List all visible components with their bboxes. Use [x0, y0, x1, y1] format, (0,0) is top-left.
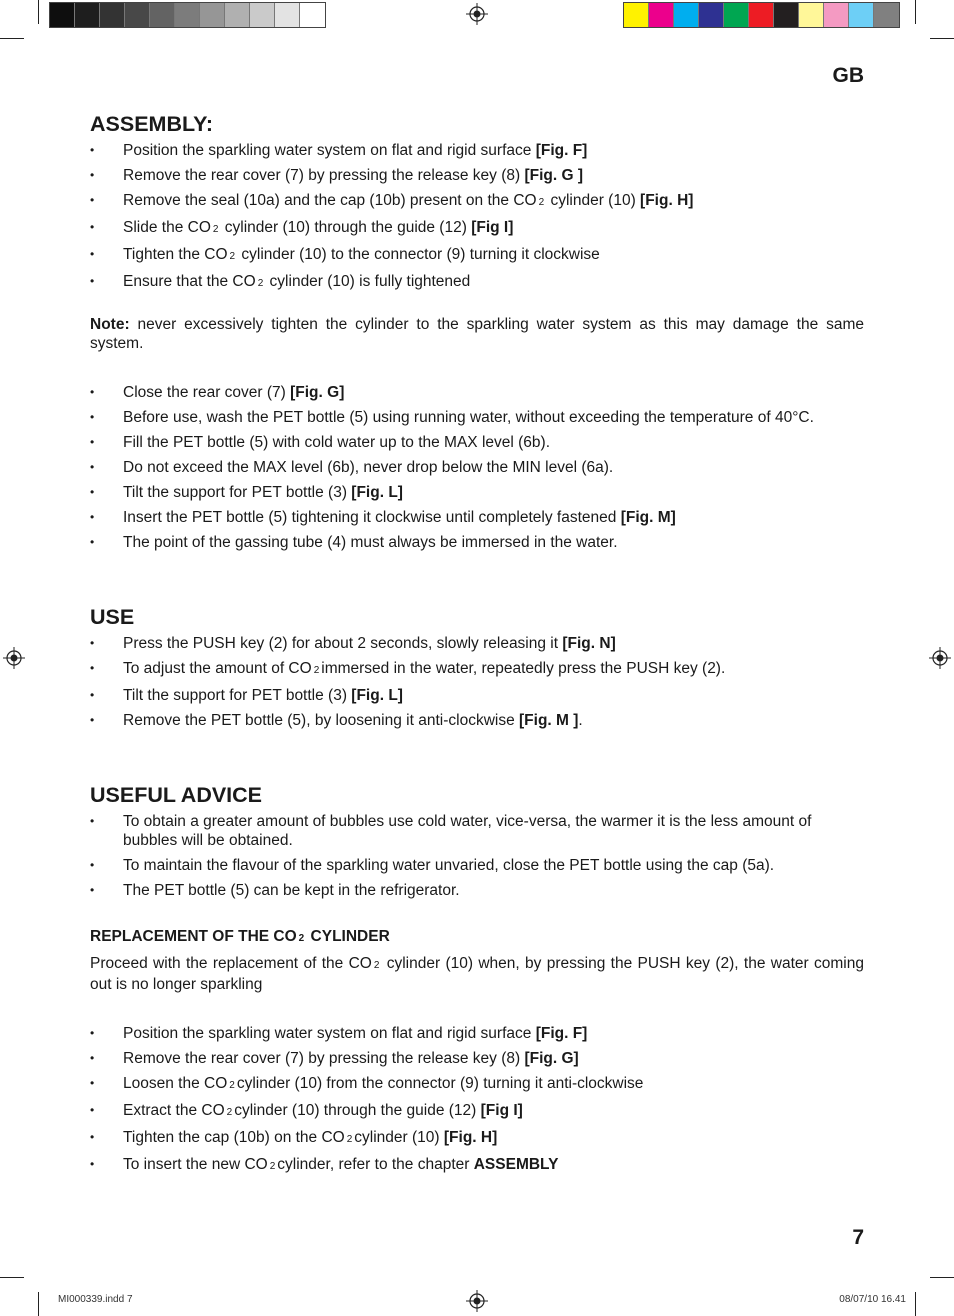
list-item-text: cylinder (10) from the connector (9) turning it anti-clockwise: [236, 1075, 644, 1092]
figure-reference: [Fig. F]: [535, 142, 588, 159]
slug-date: 08/07/10 16.41: [839, 1294, 906, 1305]
list-item: [90, 659, 864, 680]
crop-mark-top-right-v: [915, 0, 916, 24]
list-item-text: Press the PUSH key (2) for about 2 seconds, slowly releasing it: [123, 635, 563, 652]
registration-mark-icon: [3, 647, 25, 669]
figure-reference: [Fig. H]: [443, 1129, 498, 1146]
color-swatch: [50, 3, 75, 27]
assembly-list: [90, 141, 864, 293]
list-item-text: Slide the CO: [123, 219, 211, 236]
list-item: [90, 245, 864, 266]
figure-reference: [Fig. F]: [535, 1025, 588, 1042]
color-swatch: [849, 3, 874, 27]
list-item: [90, 141, 864, 160]
list-item-text: Remove the rear cover (7) by pressing the release key (8): [123, 1050, 525, 1067]
figure-reference: [Fig. G]: [524, 1050, 579, 1067]
subscript: 2: [346, 1134, 353, 1145]
color-swatch: [200, 3, 225, 27]
use-list: [90, 634, 864, 730]
list-item: [90, 1128, 864, 1149]
list-item-text: Position the sparkling water system on flat and rigid surface: [123, 1025, 536, 1042]
list-item-text: To adjust the amount of CO: [123, 660, 312, 677]
color-swatch: [150, 3, 175, 27]
color-swatch: [250, 3, 275, 27]
color-swatch: [225, 3, 250, 27]
color-swatch: [699, 3, 724, 27]
list-item: [90, 856, 864, 875]
list-item-text: Ensure that the CO: [123, 273, 256, 290]
figure-reference: [Fig. N]: [562, 635, 616, 652]
list-item: [90, 483, 864, 502]
replacement-heading-a: REPLACEMENT OF THE CO: [90, 928, 297, 945]
crop-mark-bottom-right-v: [915, 1292, 916, 1316]
registration-mark-icon: [929, 647, 951, 669]
list-item: [90, 433, 864, 452]
list-item-text: Tilt the support for PET bottle (3): [123, 687, 352, 704]
figure-reference: [Fig. H]: [640, 192, 694, 209]
list-item: [90, 218, 864, 239]
registration-mark-icon: [466, 1290, 488, 1312]
subscript: 2: [313, 665, 320, 676]
replacement-intro-b: cylinder (10) when, by pressing the PUSH key (2), the water coming out is no longer sparkling: [90, 955, 864, 993]
subscript: 2: [229, 251, 236, 262]
list-item: [90, 1074, 864, 1095]
list-item-text: cylinder (10) to the connector (9) turning it clockwise: [237, 246, 600, 263]
list-item-text: Tighten the CO: [123, 246, 228, 263]
color-swatch: [75, 3, 100, 27]
list-item: [90, 812, 864, 850]
crop-mark-bottom-right-h: [930, 1277, 954, 1278]
list-item-text: Position the sparkling water system on flat and rigid surface: [123, 142, 536, 159]
note-text: never excessively tighten the cylinder to the sparkling water system as this may damage the same system.: [90, 316, 864, 352]
figure-reference: [Fig. M ]: [519, 712, 579, 729]
figure-reference: [Fig. L]: [351, 484, 403, 501]
figure-reference: [Fig. M]: [620, 509, 676, 526]
list-item-text: To insert the new CO: [123, 1156, 268, 1173]
list-item-text: Do not exceed the MAX level (6b), never drop below the MIN level (6a).: [123, 459, 614, 476]
assembly-list-continued: [90, 383, 864, 552]
assembly-note: [90, 315, 864, 353]
advice-heading: USEFUL ADVICE: [90, 783, 263, 807]
crop-mark-bottom-left-v: [38, 1292, 39, 1316]
list-item: [90, 458, 864, 477]
list-item-text: cylinder, refer to the chapter: [277, 1156, 474, 1173]
color-swatch: [749, 3, 774, 27]
replacement-heading-b: CYLINDER: [306, 928, 390, 945]
crop-mark-top-left-v: [38, 0, 39, 24]
color-swatch: [125, 3, 150, 27]
subscript: 2: [373, 960, 380, 971]
list-item: [90, 1024, 864, 1043]
list-item-text: Fill the PET bottle (5) with cold water up to the MAX level (6b).: [123, 434, 551, 451]
page-number: 7: [852, 1226, 864, 1249]
replacement-heading: [90, 927, 864, 948]
grayscale-color-bar: [49, 2, 326, 28]
subscript: 2: [538, 197, 545, 208]
list-item: [90, 408, 864, 427]
list-item-text: Tighten the cap (10b) on the CO: [123, 1129, 345, 1146]
list-item: [90, 1049, 864, 1068]
list-item-text: Extract the CO: [123, 1102, 225, 1119]
color-swatch: [724, 3, 749, 27]
list-item-text: cylinder (10): [354, 1129, 444, 1146]
crop-mark-top-right-h: [930, 38, 954, 39]
list-item: [90, 508, 864, 527]
list-item-text: Remove the rear cover (7) by pressing the release key (8): [123, 167, 525, 184]
advice-list: [90, 812, 864, 900]
color-swatch: [649, 3, 674, 27]
figure-reference: ASSEMBLY: [473, 1156, 559, 1173]
replacement-intro-a: Proceed with the replacement of the CO: [90, 955, 372, 972]
page-content: [90, 111, 864, 1182]
list-item-text: cylinder (10) is fully tightened: [265, 273, 471, 290]
list-item-text: immersed in the water, repeatedly press the PUSH key (2).: [321, 660, 726, 677]
list-item-text: Remove the PET bottle (5), by loosening it anti-clockwise: [123, 712, 520, 729]
list-item: [90, 634, 864, 653]
subscript: 2: [229, 1080, 235, 1091]
list-item-text: The PET bottle (5) can be kept in the refrigerator.: [123, 882, 460, 899]
list-item: [90, 383, 864, 402]
list-item: [90, 881, 864, 900]
list-item: [90, 272, 864, 293]
crop-mark-bottom-left-h: [0, 1277, 24, 1278]
color-swatch: [175, 3, 200, 27]
replacement-list: [90, 1024, 864, 1176]
registration-mark-icon: [466, 3, 488, 25]
color-swatch: [275, 3, 300, 27]
color-swatch: [674, 3, 699, 27]
list-item-text: cylinder (10) through the guide (12): [234, 1102, 481, 1119]
language-code: GB: [832, 64, 864, 87]
use-heading: USE: [90, 605, 135, 629]
color-swatch: [624, 3, 649, 27]
list-item-text: Before use, wash the PET bottle (5) using running water, without exceeding the temperature of 40°C.: [123, 409, 814, 426]
subscript: 2: [257, 278, 264, 289]
list-item-text: Remove the seal (10a) and the cap (10b) present on the CO: [123, 192, 537, 209]
figure-reference: [Fig. G]: [290, 384, 345, 401]
slug-file: MI000339.indd 7: [58, 1294, 133, 1305]
list-item-text: The point of the gassing tube (4) must always be immersed in the water.: [123, 534, 618, 551]
figure-reference: [Fig I]: [471, 219, 514, 236]
subscript: 2: [226, 1107, 233, 1118]
color-swatch: [824, 3, 849, 27]
subscript: 2: [298, 933, 305, 944]
list-item-text: cylinder (10): [546, 192, 641, 209]
replacement-intro: [90, 954, 864, 994]
assembly-heading: ASSEMBLY:: [90, 112, 214, 136]
list-item: [90, 686, 864, 705]
color-swatch: [874, 3, 899, 27]
list-item-text: To maintain the flavour of the sparkling water unvaried, close the PET bottle using the cap (5a).: [123, 857, 775, 874]
list-item-text: cylinder (10) through the guide (12): [220, 219, 472, 236]
list-item-text: .: [578, 712, 583, 729]
list-item-text: Tilt the support for PET bottle (3): [123, 484, 352, 501]
cmyk-color-bar: [623, 2, 900, 28]
figure-reference: [Fig I]: [480, 1102, 523, 1119]
color-swatch: [799, 3, 824, 27]
color-swatch: [300, 3, 325, 27]
list-item-text: To obtain a greater amount of bubbles use cold water, vice-versa, the warmer it is the less amount of bubbles will be obtained.: [123, 813, 812, 849]
list-item-text: Close the rear cover (7): [123, 384, 291, 401]
note-label: Note:: [90, 316, 130, 333]
subscript: 2: [269, 1161, 276, 1172]
list-item: [90, 711, 864, 730]
list-item: [90, 1101, 864, 1122]
list-item-text: Insert the PET bottle (5) tightening it clockwise until completely fastened: [123, 509, 621, 526]
list-item-text: Loosen the CO: [123, 1075, 228, 1092]
crop-mark-top-left-h: [0, 38, 24, 39]
color-swatch: [100, 3, 125, 27]
figure-reference: [Fig. G ]: [524, 167, 583, 184]
list-item: [90, 1155, 864, 1176]
color-swatch: [774, 3, 799, 27]
subscript: 2: [212, 224, 219, 235]
figure-reference: [Fig. L]: [351, 687, 403, 704]
list-item: [90, 533, 864, 552]
list-item: [90, 191, 864, 212]
list-item: [90, 166, 864, 185]
